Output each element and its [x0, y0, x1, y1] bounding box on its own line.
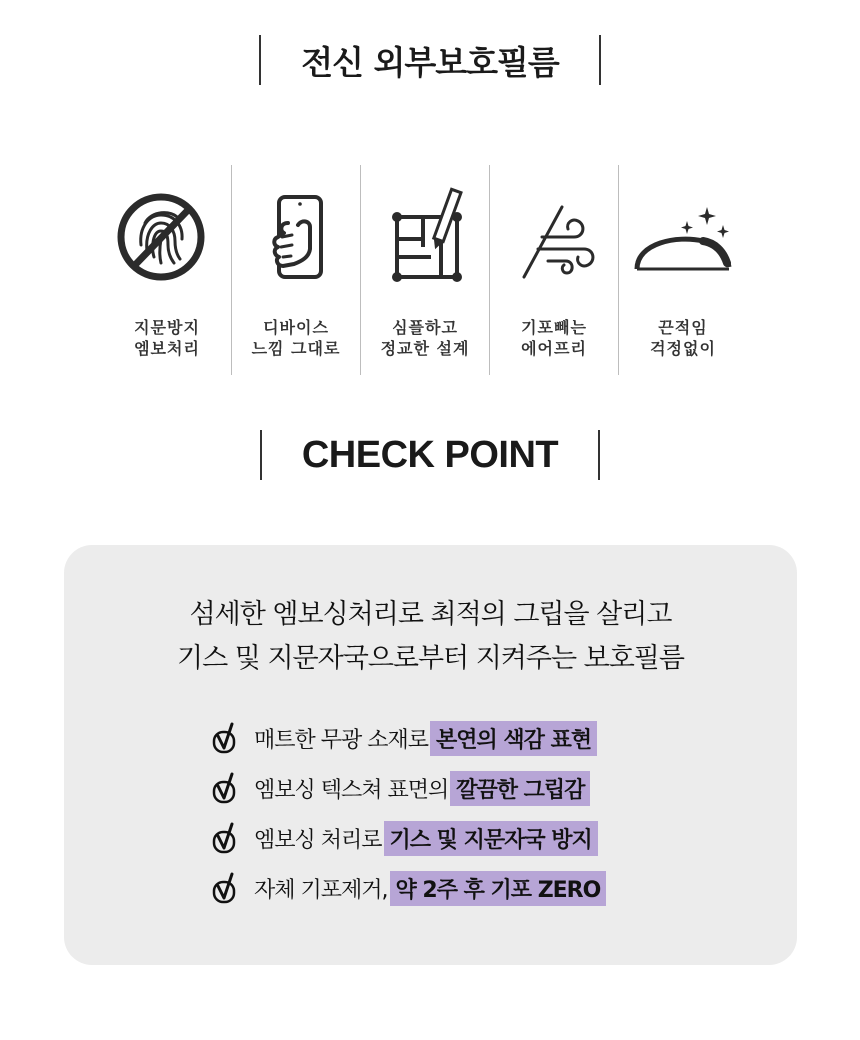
check-text: 엠보싱 텍스쳐 표면의: [254, 777, 449, 803]
fingerprint-blocked-icon: [117, 187, 217, 287]
feature-label: 끈적임 걱정없이: [650, 318, 716, 358]
section-title: 전신 외부보호필름: [301, 42, 559, 82]
feature-label: 기포빼는 에어프리: [521, 318, 587, 358]
feature-item: [618, 165, 747, 375]
wind-icon: [504, 187, 604, 287]
check-item: [212, 763, 606, 813]
check-item: [212, 813, 606, 863]
check-highlight: 본연의 색감 표현: [430, 721, 597, 756]
divider-right: [598, 430, 600, 480]
checkpoint-panel: [64, 545, 797, 965]
lead-line: 섬세한 엠보싱처리로 최적의 그립을 살리고: [189, 599, 672, 630]
check-highlight: 기스 및 지문자국 방지: [384, 821, 598, 856]
feature-label: 지문방지 엠보처리: [134, 318, 200, 358]
check-text: 자체 기포제거,: [254, 877, 388, 903]
feature-item: [231, 165, 360, 375]
check-highlight: 깔끔한 그립감: [450, 771, 590, 806]
check-item: [212, 863, 606, 913]
feature-item: [360, 165, 489, 375]
feature-item: [489, 165, 618, 375]
divider-right: [599, 35, 601, 85]
feature-list: [103, 165, 747, 375]
checkbox-checked-icon: [212, 872, 240, 904]
feature-label: 디바이스 느낌 그대로: [251, 318, 341, 358]
check-item: [212, 713, 606, 763]
blueprint-pencil-icon: [375, 187, 475, 287]
checkbox-checked-icon: [212, 722, 240, 754]
lead-line: 기스 및 지문자국으로부터 지켜주는 보호필름: [177, 643, 684, 674]
feature-item: [103, 165, 231, 375]
sparkle-dome-icon: [633, 187, 733, 287]
checkbox-checked-icon: [212, 772, 240, 804]
check-text: 엠보싱 처리로: [254, 827, 382, 853]
checkpoint-title: CHECK POINT: [301, 433, 559, 476]
check-list: [212, 713, 606, 913]
feature-label: 심플하고 정교한 설계: [380, 318, 470, 358]
lead-text: [64, 593, 797, 681]
section-header: [0, 35, 860, 85]
checkbox-checked-icon: [212, 822, 240, 854]
check-text: 매트한 무광 소재로: [254, 727, 429, 753]
check-highlight: 약 2주 후 기포 ZERO: [390, 871, 607, 906]
checkpoint-header: [0, 430, 860, 480]
phone-in-hand-icon: [246, 187, 346, 287]
